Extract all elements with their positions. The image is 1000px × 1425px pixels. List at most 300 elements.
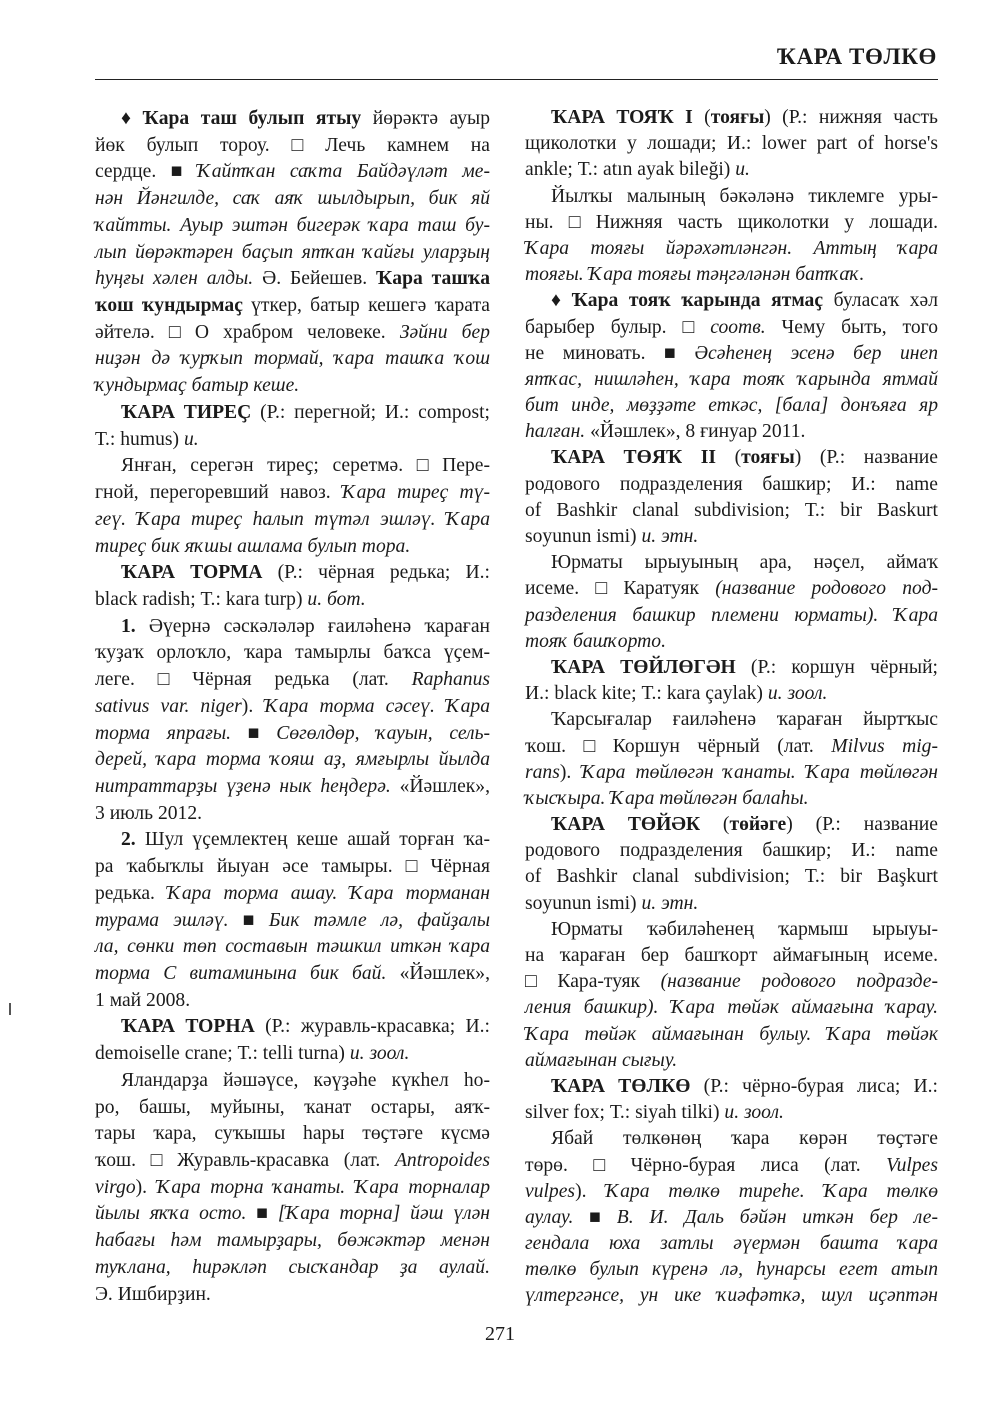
- italic-text: Ҡара төйлөгән ҡанаты. Ҡара төйлөгән: [581, 761, 938, 783]
- text-run: of Bashkir clanal subdivision; Т.: bir Baskurt: [525, 499, 938, 521]
- bold-text: Ҡара ташҡа: [376, 268, 491, 290]
- italic-text: Әсәһенең эсенә бер инеп: [694, 342, 938, 364]
- text-run: Э. Ишбирҙин.: [95, 1283, 211, 1305]
- text-line: [525, 760, 938, 786]
- text-run: (Р.: чёрно-бурая лиса; И.:: [690, 1075, 938, 1097]
- dictionary-paragraph: [525, 184, 938, 289]
- bold-text: 1.: [121, 615, 136, 637]
- italic-text: геү. Ҡара тиреҫ һалып түтәл эшләү. Ҡара: [95, 508, 490, 530]
- text-line: [95, 1121, 490, 1148]
- text-line: [95, 1282, 490, 1309]
- text-line: [95, 667, 490, 694]
- bold-text: ҠАРА ТӨЙЛӨГӘН: [551, 656, 736, 678]
- italic-text: и. зоол.: [349, 1043, 410, 1065]
- text-line: [95, 827, 490, 854]
- line-text: [95, 295, 490, 316]
- line-text: [525, 1233, 938, 1254]
- line-text: [525, 605, 938, 626]
- text-run: ҡуҙаҡ орлоҡло, ҡара тамырлы баҡса үҫем-: [95, 642, 490, 664]
- text-run: «Йәшлек»,: [390, 775, 490, 797]
- italic-text: Antropoides: [394, 1150, 490, 1172]
- text-line: [525, 367, 938, 393]
- text-line: [525, 1205, 938, 1231]
- text-run: на ҡараған бер башҡорт аймағының исеме.: [525, 945, 938, 966]
- line-text: [95, 776, 490, 797]
- dictionary-paragraph: [525, 550, 938, 655]
- italic-text: ҡайтты. Ауыр эштән бигерәк ҡара таш бу-: [95, 214, 490, 236]
- italic-text: Ҡара тояғы йәрәхәтләнгән. Аттың ҡара: [525, 237, 938, 259]
- text-line: [95, 934, 490, 961]
- text-line: [525, 1022, 938, 1048]
- italic-text: Ҡара торма сәсеү. Ҡара: [264, 695, 490, 717]
- text-line: [95, 587, 490, 614]
- text-line: [525, 184, 938, 210]
- text-run: ■: [246, 1203, 278, 1225]
- text-run: ра ҡабыҡлы йыуан әсе тамыры. □ Чёрная: [95, 856, 490, 878]
- text-line: [95, 747, 490, 774]
- dictionary-paragraph: [525, 105, 938, 184]
- text-line: [525, 315, 938, 341]
- text-line: [95, 640, 490, 667]
- line-text: [95, 1284, 211, 1305]
- italic-text: разделения башкир племени юрматы). Ҡара: [525, 604, 938, 626]
- text-run: родового подразделения башкир; И.: name: [525, 473, 938, 495]
- text-run: soyunun ismi): [525, 892, 642, 914]
- dictionary-paragraph: [95, 827, 490, 1014]
- text-run: сердце. ■: [95, 161, 198, 183]
- bold-text: ♦ Ҡара тояҡ ҡарында ятмаҫ: [551, 290, 824, 312]
- text-run: тары ҡара, суҡышы һары төҫтәге күсмә: [95, 1123, 490, 1145]
- text-run: төрө. □ Чёрно-бурая лиса (лат.: [525, 1154, 887, 1176]
- text-line: [525, 629, 938, 655]
- bold-text: 2.: [121, 829, 136, 851]
- text-line: [525, 524, 938, 550]
- text-run: soyunun ismi): [525, 526, 642, 547]
- dictionary-paragraph: [95, 106, 490, 400]
- text-run: не миновать. ■: [525, 342, 695, 364]
- text-line: [95, 1228, 490, 1255]
- italic-text: Бик тәмле лә, файҙалы: [268, 909, 490, 931]
- line-text: [95, 963, 490, 984]
- text-line: [525, 105, 938, 131]
- text-line: [525, 1126, 938, 1152]
- text-run: Т.: humus): [95, 428, 184, 450]
- bold-text: тояғы: [741, 447, 795, 469]
- text-line: [95, 507, 490, 534]
- text-line: [525, 1100, 938, 1126]
- text-run: of Bashkir clanal subdivision; Т.: bir Başkurt: [525, 866, 938, 888]
- text-line: [95, 881, 490, 908]
- line-text: [95, 1123, 490, 1144]
- line-text: [525, 631, 666, 652]
- line-text: [525, 893, 698, 914]
- line-text: [95, 1230, 490, 1251]
- text-run: Әүернә сәскәләләр ғаиләһенә ҡараған: [135, 615, 490, 637]
- line-text: [525, 1102, 784, 1123]
- text-line: [525, 288, 938, 314]
- text-run: әйтелә. □ О храбром человеке.: [95, 321, 400, 343]
- text-run: black radish; Т.: kara turp): [95, 588, 308, 610]
- text-line: [525, 812, 938, 838]
- text-line: [525, 498, 938, 524]
- text-line: [525, 445, 938, 471]
- text-line: [525, 995, 938, 1021]
- line-text: [95, 723, 490, 744]
- line-text: [95, 642, 490, 663]
- text-line: [95, 1201, 490, 1228]
- line-text: [95, 696, 490, 717]
- dictionary-paragraph: [95, 1068, 490, 1308]
- italic-text: В. И. Даль бәйән иткән бер ле-: [616, 1206, 938, 1228]
- text-line: [525, 655, 938, 681]
- italic-text: Milvus mig-: [831, 735, 938, 757]
- text-line: [525, 1179, 938, 1205]
- text-line: [525, 864, 938, 890]
- line-text: [525, 159, 750, 180]
- italic-text: тиреҫ бик яҡшы ашлама булып тора.: [95, 535, 411, 557]
- text-run: ■: [228, 909, 269, 931]
- line-text: [525, 343, 938, 364]
- bold-text: ♦ Ҡара таш булып ятыу: [121, 108, 362, 129]
- italic-text: ҡундырмаҫ батыр кеше.: [95, 375, 300, 397]
- line-text: [121, 108, 490, 129]
- text-line: [95, 721, 490, 748]
- text-run: (Р.: журавль-красавка; И.:: [254, 1016, 490, 1038]
- text-line: [95, 293, 490, 320]
- text-line: [95, 1148, 490, 1175]
- text-line: [525, 262, 938, 288]
- text-run: щиколотки у лошади; И.: lower part of horse's: [525, 133, 938, 155]
- text-run: (: [716, 447, 742, 469]
- text-run: □ Кара-туяк: [525, 971, 661, 993]
- italic-text: тояҡ башҡорто.: [525, 630, 666, 652]
- line-text: [525, 238, 938, 259]
- line-text: [551, 552, 938, 573]
- line-text: [95, 268, 490, 289]
- text-line: [95, 560, 490, 587]
- text-line: [95, 480, 490, 507]
- italic-text: ниҙән дә ҡурҡып тормай, ҡара ташҡа ҡош: [95, 348, 490, 370]
- text-line: [525, 550, 938, 576]
- line-text: [551, 186, 938, 207]
- line-text: [95, 161, 490, 182]
- italic-text: тояғы. Ҡара тояғы тәңгәләнән батҡаҡ.: [525, 264, 865, 286]
- line-text: [551, 1076, 938, 1097]
- text-line: [95, 373, 490, 400]
- text-run: silver fox; Т.: siyah tilki): [525, 1102, 725, 1124]
- line-text: [95, 1203, 490, 1224]
- line-text: [525, 788, 809, 809]
- italic-text: йылы яҡҡа осто.: [95, 1203, 247, 1225]
- line-text: [95, 589, 366, 610]
- bold-text: ҠАРА ТОРНА: [121, 1016, 255, 1038]
- text-line: [95, 908, 490, 935]
- line-text: [121, 402, 490, 423]
- text-line: [525, 838, 938, 864]
- line-text: [525, 526, 698, 547]
- text-run: Янған, серегән тиреҫ; серетмә. □ Пере-: [121, 455, 490, 477]
- text-run: demoiselle crane; Т.: telli turna): [95, 1043, 350, 1065]
- text-run: үткер, батыр кешегә ҡарата: [242, 295, 490, 317]
- text-line: [95, 133, 490, 160]
- text-run: гной, перегоревший навоз.: [95, 482, 342, 504]
- line-text: [525, 971, 938, 992]
- italic-text: туҡлана, һирәкләп сысҡандар ҙа аулай.: [95, 1256, 490, 1278]
- italic-text: (название родового подразде-: [660, 971, 938, 993]
- line-text: [525, 945, 938, 966]
- dictionary-paragraph: [525, 917, 938, 1074]
- italic-text: [Ҡара торна] йәш үлән: [277, 1203, 491, 1225]
- text-line: [95, 1175, 490, 1202]
- line-text: [525, 1285, 938, 1306]
- line-text: [121, 455, 490, 476]
- line-text: [95, 242, 490, 263]
- text-run: ankle; Т.: atın ayak bileği): [525, 159, 736, 181]
- bold-text: төйәге: [729, 814, 787, 836]
- bold-text: ҠАРА ТӨЙӘК: [551, 814, 701, 836]
- dictionary-paragraph: [95, 453, 490, 560]
- text-run: ).: [135, 1176, 157, 1198]
- text-run: ҡош. □ Коршун чёрный (лат.: [525, 735, 832, 757]
- text-line: [525, 786, 938, 812]
- text-line: [95, 1255, 490, 1282]
- text-line: [525, 393, 938, 419]
- italic-text: и. зоол.: [724, 1102, 784, 1124]
- line-text: [121, 1016, 490, 1037]
- text-run: ).: [575, 1180, 606, 1202]
- italic-text: sativus var. niger: [95, 695, 242, 717]
- line-text: [95, 883, 490, 904]
- text-line: [95, 159, 490, 186]
- line-text: [525, 840, 938, 861]
- text-line: [95, 854, 490, 881]
- line-text: [95, 188, 490, 209]
- dictionary-paragraph: [525, 655, 938, 707]
- text-line: [95, 534, 490, 561]
- text-line: [95, 988, 490, 1015]
- text-line: [95, 346, 490, 373]
- text-line: [525, 681, 938, 707]
- italic-text: Ҡара торма ашау. Ҡара торманан: [167, 882, 491, 904]
- line-text: [525, 762, 938, 783]
- dictionary-paragraph: [525, 812, 938, 917]
- text-run: Йылҡы малының бәкәләнә тиклемге уры-: [551, 185, 938, 207]
- line-text: [95, 509, 490, 530]
- line-text: [551, 814, 938, 835]
- line-text: [121, 616, 490, 637]
- line-text: [95, 536, 410, 557]
- italic-text: ятҡас, нишләһен, ҡара тояҡ ҡарында ятмай: [525, 368, 938, 390]
- right-column: [525, 105, 938, 1310]
- line-text: [95, 1257, 490, 1278]
- text-run: буласаҡ хәл: [823, 290, 938, 312]
- text-line: [525, 707, 938, 733]
- text-line: [525, 210, 938, 236]
- text-line: [95, 1014, 490, 1041]
- line-text: [95, 910, 490, 931]
- italic-text: ҡысҡыра. Ҡара төйлөгән балаһы.: [525, 787, 809, 809]
- line-text: [551, 447, 938, 468]
- dictionary-paragraph: [525, 288, 938, 445]
- italic-text: һабағы һәм тамырҙары, бөжәктәр менән: [95, 1230, 490, 1252]
- italic-text: и. этн.: [641, 526, 699, 547]
- line-text: [525, 1181, 938, 1202]
- scan-mark: [9, 1003, 11, 1015]
- text-run: (Р.: перегной; И.: compost;: [251, 401, 490, 423]
- text-run: ) (Р.: нижняя часть: [764, 107, 938, 128]
- text-run: Шул үҫемлектең кеше ашай торған ҡа-: [135, 829, 490, 851]
- italic-text: Ҡара тиреҫ тү-: [341, 482, 490, 504]
- line-text: [95, 348, 490, 369]
- italic-text: Ҡара торна ҡанаты. Ҡара торналар: [156, 1176, 490, 1198]
- text-run: «Йәшлек»,: [386, 963, 490, 984]
- dictionary-paragraph: [95, 614, 490, 828]
- italic-text: нән Йәнгилде, саҡ аяҡ шылдырып, бик яй: [95, 188, 490, 210]
- text-run: (Р.: чёрная редька; И.:: [262, 562, 491, 584]
- text-line: [95, 213, 490, 240]
- text-line: [525, 576, 938, 602]
- text-line: [525, 1257, 938, 1283]
- text-line: [95, 186, 490, 213]
- bold-text: ҠАРА ТОЯҠ I: [551, 107, 693, 128]
- italic-text: и.: [735, 159, 750, 181]
- text-run: Ябай төлкөнөң ҡара көрән төҫтәге: [551, 1128, 938, 1150]
- text-line: [95, 774, 490, 801]
- text-line: [95, 801, 490, 828]
- text-line: [525, 1074, 938, 1100]
- italic-text: Vulpes: [886, 1154, 938, 1176]
- italic-text: и. этн.: [641, 892, 699, 914]
- text-run: ■: [573, 1206, 617, 1228]
- italic-text: лып йөрәктәрен баҫып ятҡан ҡайғы уларҙың: [95, 241, 490, 263]
- text-run: (: [700, 814, 730, 836]
- line-text: [95, 482, 490, 503]
- text-run: ро, башы, муйыны, ҡанат остары, аяҡ-: [95, 1096, 490, 1118]
- bold-text: ҠАРА ТӨЯҠ II: [551, 447, 717, 469]
- italic-text: vulpes: [525, 1180, 576, 1202]
- text-line: [525, 419, 938, 445]
- dictionary-paragraph: [525, 707, 938, 812]
- bold-text: ҠАРА ТӨЛКӨ: [551, 1075, 691, 1097]
- text-line: [525, 891, 938, 917]
- line-text: [525, 369, 938, 390]
- text-run: ҡош. □ Журавль-красавка (лат.: [95, 1150, 395, 1172]
- page-number: 271: [485, 1323, 515, 1345]
- text-line: [95, 106, 490, 133]
- line-text: [121, 562, 490, 583]
- text-line: [95, 240, 490, 267]
- line-text: [95, 375, 299, 396]
- italic-text: гендала юха затлы әүермән башта ҡара: [525, 1233, 938, 1255]
- line-text: [95, 856, 490, 877]
- italic-text: һалған.: [525, 421, 586, 443]
- italic-text: бит инде, мөҙҙәте еткәс, [бала] донъяға яр: [525, 395, 938, 417]
- italic-text: Ҡара төлкө тиреһе. Ҡара төлкө: [605, 1180, 939, 1202]
- text-line: [95, 1068, 490, 1095]
- text-line: [525, 1283, 938, 1309]
- text-line: [525, 603, 938, 629]
- dictionary-paragraph: [95, 1014, 490, 1067]
- line-text: [551, 107, 938, 128]
- text-line: [525, 236, 938, 262]
- text-run: редька.: [95, 882, 168, 904]
- text-run: ) (Р.: название: [794, 447, 938, 469]
- italic-text: и.: [183, 428, 199, 450]
- text-line: [525, 1048, 938, 1074]
- text-run: Ә. Бейешев.: [253, 268, 377, 290]
- italic-text: и. зоол.: [767, 683, 828, 705]
- text-run: (Р.: коршун чёрный;: [735, 656, 938, 678]
- line-text: [95, 1043, 409, 1064]
- line-text: [95, 990, 190, 1011]
- italic-text: Зәйни бер: [399, 321, 490, 343]
- line-text: [551, 290, 938, 311]
- italic-text: аулау.: [525, 1206, 574, 1228]
- text-run: «Йәшлек», 8 ғинуар 2011.: [585, 421, 806, 443]
- italic-text: торма япрағы.: [95, 722, 232, 744]
- text-line: [95, 427, 490, 454]
- line-text: [95, 429, 199, 450]
- line-text: [551, 657, 938, 678]
- text-run: исеме. □ Каратуяк: [525, 578, 716, 600]
- text-line: [95, 453, 490, 480]
- text-line: [95, 400, 490, 427]
- dictionary-paragraph: [95, 400, 490, 453]
- dictionary-paragraph: [95, 560, 490, 613]
- line-text: [95, 803, 202, 824]
- italic-text: үлтергәнсе, ун ике ҡиәфәткә, шул иҫәптән: [525, 1285, 938, 1307]
- italic-text: ла, сөнки төп составын тәшкил иткән ҡара: [95, 936, 490, 958]
- bold-text: ҡош ҡундырмаҫ: [95, 295, 243, 317]
- line-text: [525, 736, 938, 757]
- text-line: [525, 1153, 938, 1179]
- italic-text: virgo: [95, 1176, 136, 1198]
- italic-text: rans: [525, 761, 560, 783]
- line-text: [525, 1155, 938, 1176]
- italic-text: (название родового под-: [715, 578, 939, 600]
- text-run: И.: black kite; Т.: kara çaylak): [525, 683, 768, 705]
- line-text: [95, 1150, 490, 1171]
- dictionary-paragraph: [525, 445, 938, 550]
- line-text: [551, 709, 938, 730]
- italic-text: аймағынан сығыу.: [525, 1049, 678, 1071]
- italic-text: Ҡара төйәк аймағынан булыу. Ҡара төйәк: [525, 1023, 938, 1045]
- text-run: (: [692, 107, 711, 128]
- bold-text: тояғы: [710, 107, 765, 128]
- text-line: [95, 266, 490, 293]
- italic-text: и. бот.: [307, 588, 366, 610]
- text-run: йөк булып тороу. □ Лечь камнем на: [95, 134, 490, 156]
- header-rule: [95, 79, 938, 80]
- dictionary-paragraph: [525, 1074, 938, 1126]
- text-line: [525, 157, 938, 183]
- line-text: [525, 395, 938, 416]
- line-text: [121, 1070, 490, 1091]
- line-text: [525, 997, 938, 1018]
- line-text: [525, 421, 805, 442]
- text-line: [95, 614, 490, 641]
- italic-text: соотв.: [710, 316, 766, 338]
- italic-text: ления башкир). Ҡара төйәк аймағына ҡарау.: [525, 997, 938, 1019]
- text-run: ).: [241, 695, 265, 717]
- italic-text: турама эшләү.: [95, 909, 229, 931]
- text-run: ).: [559, 761, 582, 783]
- line-text: [525, 264, 864, 285]
- italic-text: Сөгөлдөр, ҡауын, сель-: [276, 722, 491, 744]
- text-run: 1 май 2008.: [95, 989, 191, 1011]
- line-text: [95, 322, 490, 343]
- line-text: [551, 1128, 938, 1149]
